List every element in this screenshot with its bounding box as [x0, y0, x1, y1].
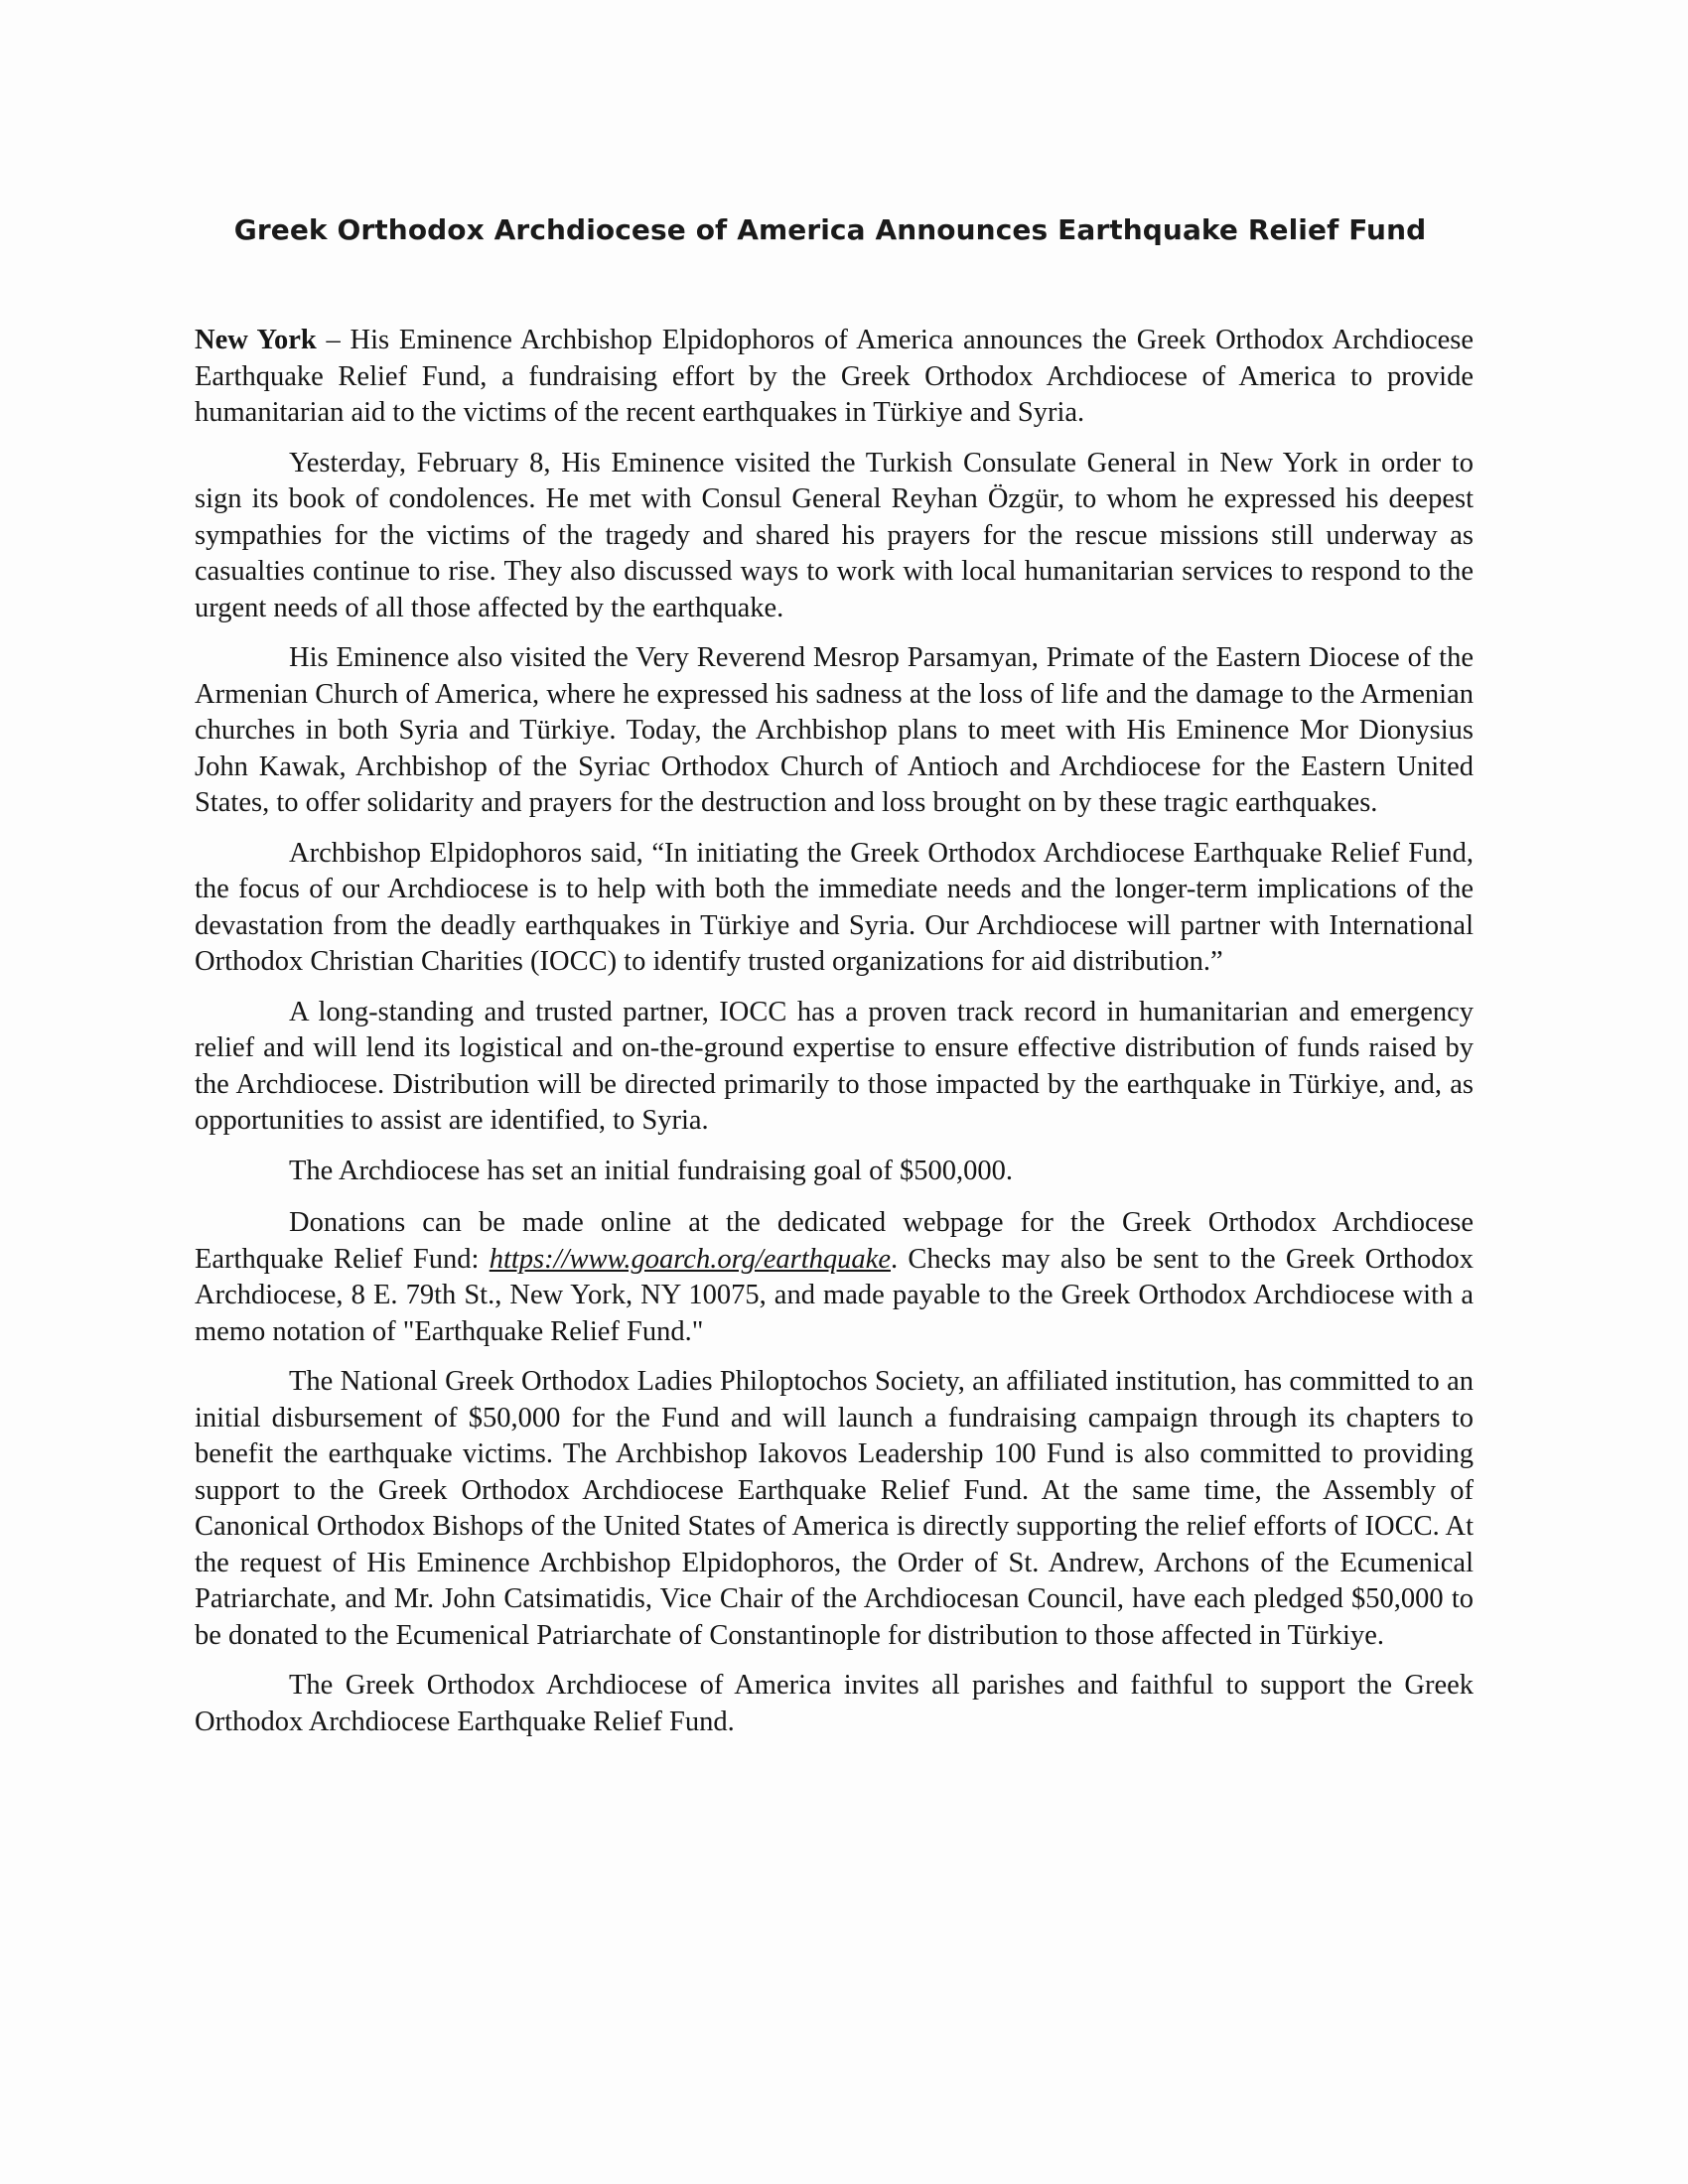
document-title: Greek Orthodox Archdiocese of America Announces Earthquake Relief Fund	[233, 213, 1427, 246]
document-body	[195, 323, 1474, 1754]
paragraph-7-before: Donations can be made online at the dedicated webpage for the Greek Orthodox Archdiocese Earthquake Relief Fund:	[195, 1207, 1474, 1275]
paragraph-1	[195, 323, 1474, 432]
paragraph-7-after: . Checks may also be sent to the Greek Orthodox Archdiocese, 8 E. 79th St., New York, NY 10075, and made payable to the Greek Orthodox Archdiocese with a memo notation of "Earthquake Relief Fund."	[195, 1243, 1474, 1347]
paragraph-9: The Greek Orthodox Archdiocese of America invites all parishes and faithful to support the Greek Orthodox Archdiocese Earthquake Relief Fund.	[195, 1670, 1474, 1737]
paragraph-5: A long-standing and trusted partner, IOCC has a proven track record in humanitarian and emergency relief and will lend its logistical and on-the-ground expertise to ensure effective distribution of funds raised by the Archdiocese. Distribution will be directed primarily to those impacted by the earthquake in Türkiye, and, as opportunities to assist are identified, to Syria.	[195, 996, 1474, 1136]
paragraph-1-text: – His Eminence Archbishop Elpidophoros of America announces the Greek Orthodox Archdiocese Earthquake Relief Fund, a fundraising effort by the Greek Orthodox Archdiocese of America to provide humanitarian aid to the victims of the recent earthquakes in Türkiye and Syria.	[195, 325, 1474, 428]
dateline: New York	[195, 325, 317, 355]
paragraph-2: Yesterday, February 8, His Eminence visited the Turkish Consulate General in New York in order to sign its book of condolences. He met with Consul General Reyhan Özgür, to whom he expressed his deepest sympathies for the victims of the tragedy and shared his prayers for the rescue missions still underway as casualties continue to rise. They also discussed ways to work with local humanitarian services to respond to the urgent needs of all those affected by the earthquake.	[195, 447, 1474, 623]
paragraph-3: His Eminence also visited the Very Reverend Mesrop Parsamyan, Primate of the Eastern Diocese of the Armenian Church of America, where he expressed his sadness at the loss of life and the damage to the Armenian churches in both Syria and Türkiye. Today, the Archbishop plans to meet with His Eminence Mor Dionysius John Kawak, Archbishop of the Syriac Orthodox Church of Antioch and Archdiocese for the Eastern United States, to offer solidarity and prayers for the destruction and loss brought on by these tragic earthquakes.	[195, 642, 1474, 818]
paragraph-7	[195, 1205, 1474, 1350]
paragraph-4: Archbishop Elpidophoros said, “In initiating the Greek Orthodox Archdiocese Earthquake Relief Fund, the focus of our Archdiocese is to help with both the immediate needs and the longer-term implications of the devastation from the deadly earthquakes in Türkiye and Syria. Our Archdiocese will partner with International Orthodox Christian Charities (IOCC) to identify trusted organizations for aid distribution.”	[195, 837, 1474, 977]
paragraph-8: The National Greek Orthodox Ladies Philoptochos Society, an affiliated institution, has committed to an initial disbursement of $50,000 for the Fund and will launch a fundraising campaign through its chapters to benefit the earthquake victims. The Archbishop Iakovos Leadership 100 Fund is also committed to providing support to the Greek Orthodox Archdiocese Earthquake Relief Fund. At the same time, the Assembly of Canonical Orthodox Bishops of the United States of America is directly supporting the relief efforts of IOCC. At the request of His Eminence Archbishop Elpidophoros, the Order of St. Andrew, Archons of the Ecumenical Patriarchate, and Mr. John Catsimatidis, Vice Chair of the Archdiocesan Council, have each pledged $50,000 to be donated to the Ecumenical Patriarchate of Constantinople for distribution to those affected in Türkiye.	[195, 1366, 1474, 1651]
donation-link[interactable]: https://www.goarch.org/earthquake	[489, 1243, 891, 1275]
paragraph-6: The Archdiocese has set an initial fundraising goal of $500,000.	[289, 1155, 1013, 1186]
